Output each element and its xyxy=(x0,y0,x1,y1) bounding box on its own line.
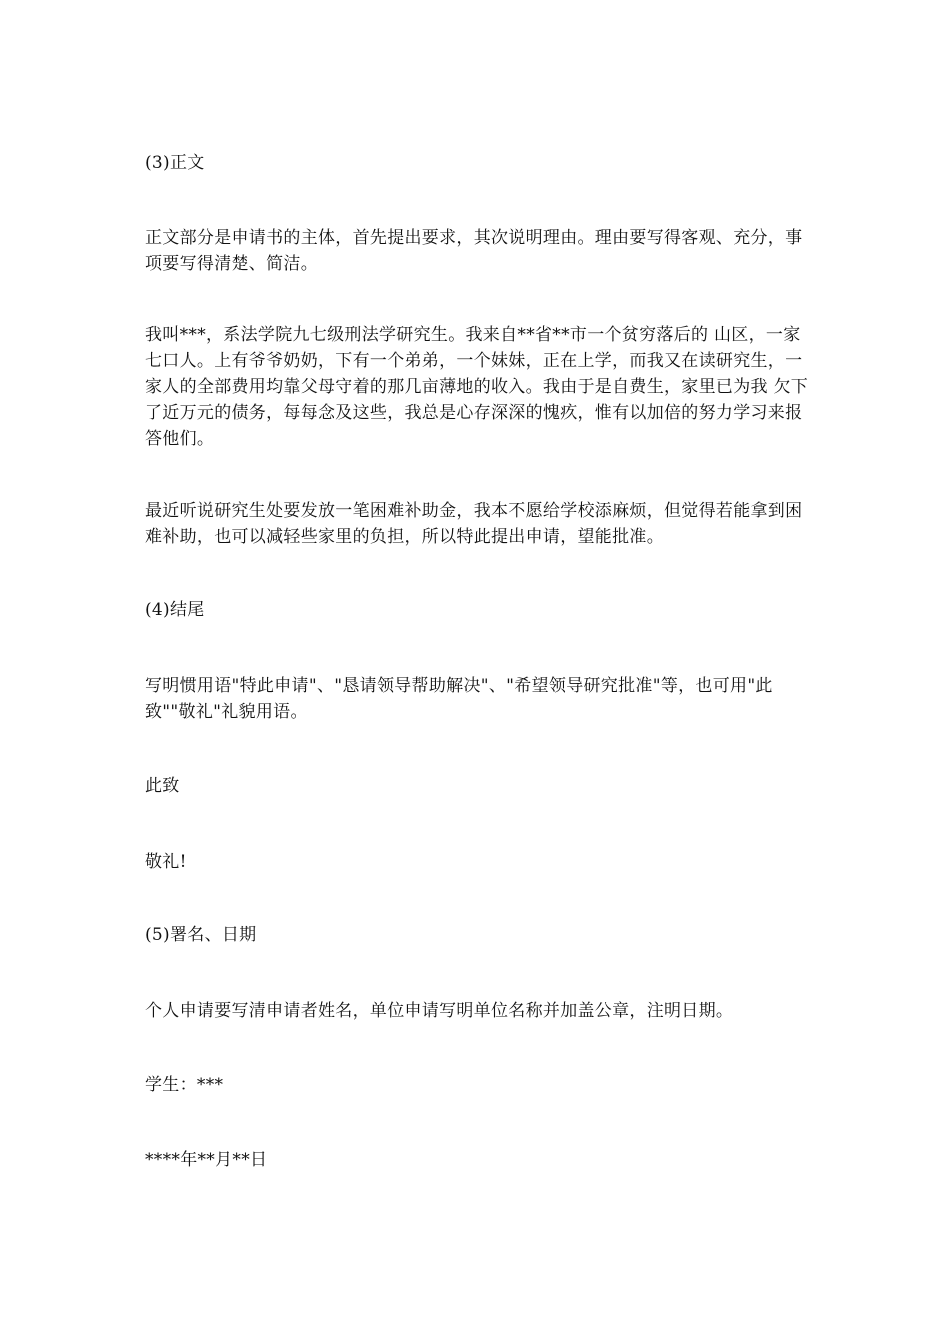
section-3-heading: (3)正文 xyxy=(145,153,205,173)
section-4-body: 写明惯用语"特此申请"、"恳请领导帮助解决"、"希望领导研究批准"等，也可用"此致""敬礼"礼貌用语。 xyxy=(145,676,773,722)
section-4-heading: (4)结尾 xyxy=(145,600,205,620)
example-paragraph-1: 我叫***，系法学院九七级刑法学研究生。我来自**省**市一个贫穷落后的 山区，一家七口人。上有爷爷奶奶，下有一个弟弟，一个妹妹，正在上学，而我又在读研究生，一家人的全部费用均靠父母守着的那几亩薄地的收入。我由于是自费生，家里已为我 欠下了近万元的债务，每每念及这些，我总是心存深深的愧疚，惟有以加倍的努力学习来报答他们。 xyxy=(145,325,809,449)
section-3-intro: 正文部分是申请书的主体，首先提出要求，其次说明理由。理由要写得客观、充分，事项要写得清楚、简洁。 xyxy=(145,228,803,274)
closing-line-1: 此致 xyxy=(145,776,180,796)
example-paragraph-2: 最近听说研究生处要发放一笔困难补助金，我本不愿给学校添麻烦，但觉得若能拿到困难补助，也可以减轻些家里的负担，所以特此提出申请，望能批准。 xyxy=(145,501,803,547)
section-5-body: 个人申请要写清申请者姓名，单位申请写明单位名称并加盖公章，注明日期。 xyxy=(145,1001,734,1021)
section-5-heading: (5)署名、日期 xyxy=(145,925,257,945)
date-line: ****年**月**日 xyxy=(145,1150,268,1170)
signature-line: 学生：*** xyxy=(145,1075,224,1095)
closing-line-2: 敬礼! xyxy=(145,852,187,872)
